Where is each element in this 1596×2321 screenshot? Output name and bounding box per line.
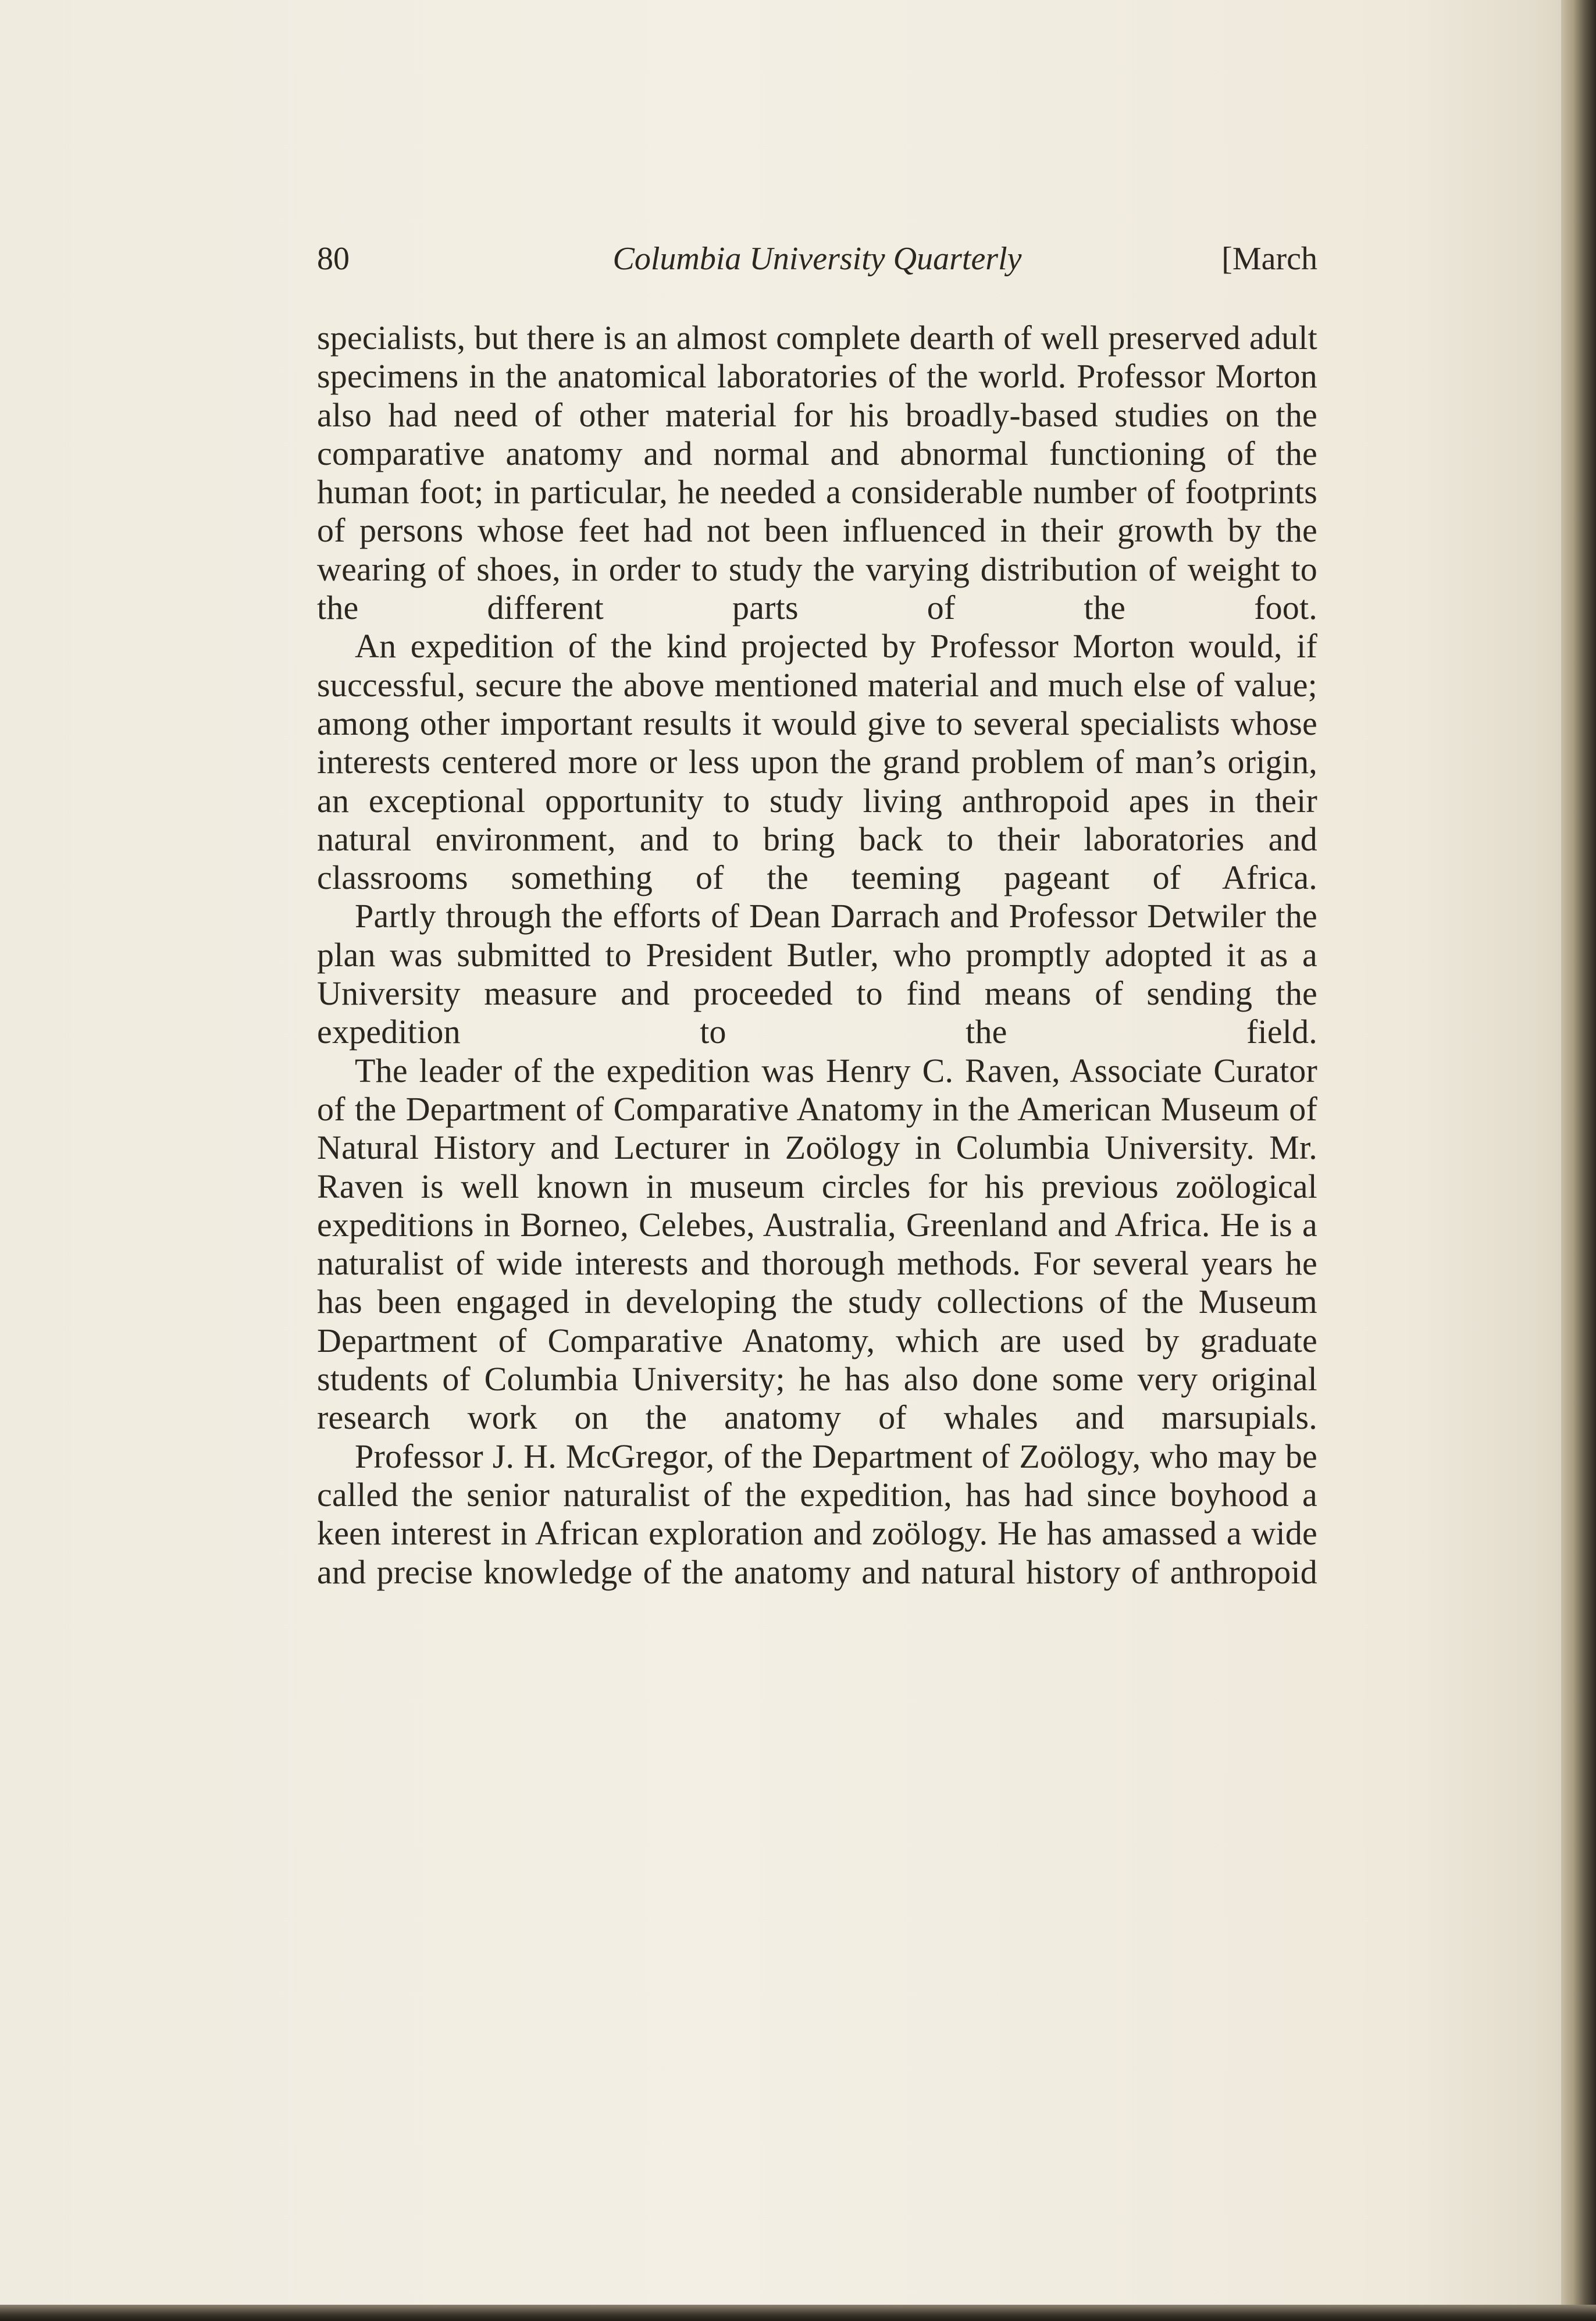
issue-month: [March	[1221, 241, 1317, 277]
paragraph-2: An expedition of the kind projected by Professor Morton would, if successful, secure the above mentioned material and much else of value; among other important results it would give to several specialists whose interests centered more or less upon the grand problem of man’s origin, an exceptional opportunity to study living anthropoid apes in their natural environment, and to bring back to their laboratories and classrooms something of the teeming pageant of Africa.	[317, 627, 1317, 897]
paragraph-3: Partly through the efforts of Dean Darrach and Professor Detwiler the plan was submitted to President Butler, who promptly adopted it as a University measure and proceeded to find means of sending the expedition to the field.	[317, 897, 1317, 1051]
running-header	[317, 240, 1317, 281]
journal-title: Columbia University Quarterly	[612, 241, 1022, 277]
article-body	[317, 319, 1317, 1592]
page-binding-edge	[1561, 0, 1596, 2321]
paragraph-4: The leader of the expedition was Henry C. Raven, Associate Curator of the Department of Comparative Anatomy in the American Museum of Natural History and Lecturer in Zoölogy in Columbia University. Mr. Raven is well known in museum circles for his previous zoölogical expeditions in Borneo, Celebes, Australia, Greenland and Africa. He is a naturalist of wide interests and thorough methods. For several years he has been engaged in developing the study collections of the Museum Department of Comparative Anatomy, which are used by graduate students of Columbia University; he has also done some very original research work on the anatomy of whales and marsupials.	[317, 1051, 1317, 1437]
paragraph-1: specialists, but there is an almost complete dearth of well preserved adult specimens in the anatomical laboratories of the world. Professor Morton also had need of other material for his broadly-based studies on the comparative anatomy and normal and abnormal functioning of the human foot; in particular, he needed a considerable number of footprints of persons whose feet had not been influenced in their growth by the wearing of shoes, in order to study the varying distribution of weight to the different parts of the foot.	[317, 319, 1317, 627]
paragraph-5: Professor J. H. McGregor, of the Department of Zoölogy, who may be called the senior naturalist of the expedition, has had since boyhood a keen interest in African exploration and zoölogy. He has amassed a wide and precise knowledge of the anatomy and natural history of anthropoid	[317, 1437, 1317, 1591]
page-number: 80	[317, 241, 350, 277]
page-bottom-edge	[0, 2305, 1596, 2321]
